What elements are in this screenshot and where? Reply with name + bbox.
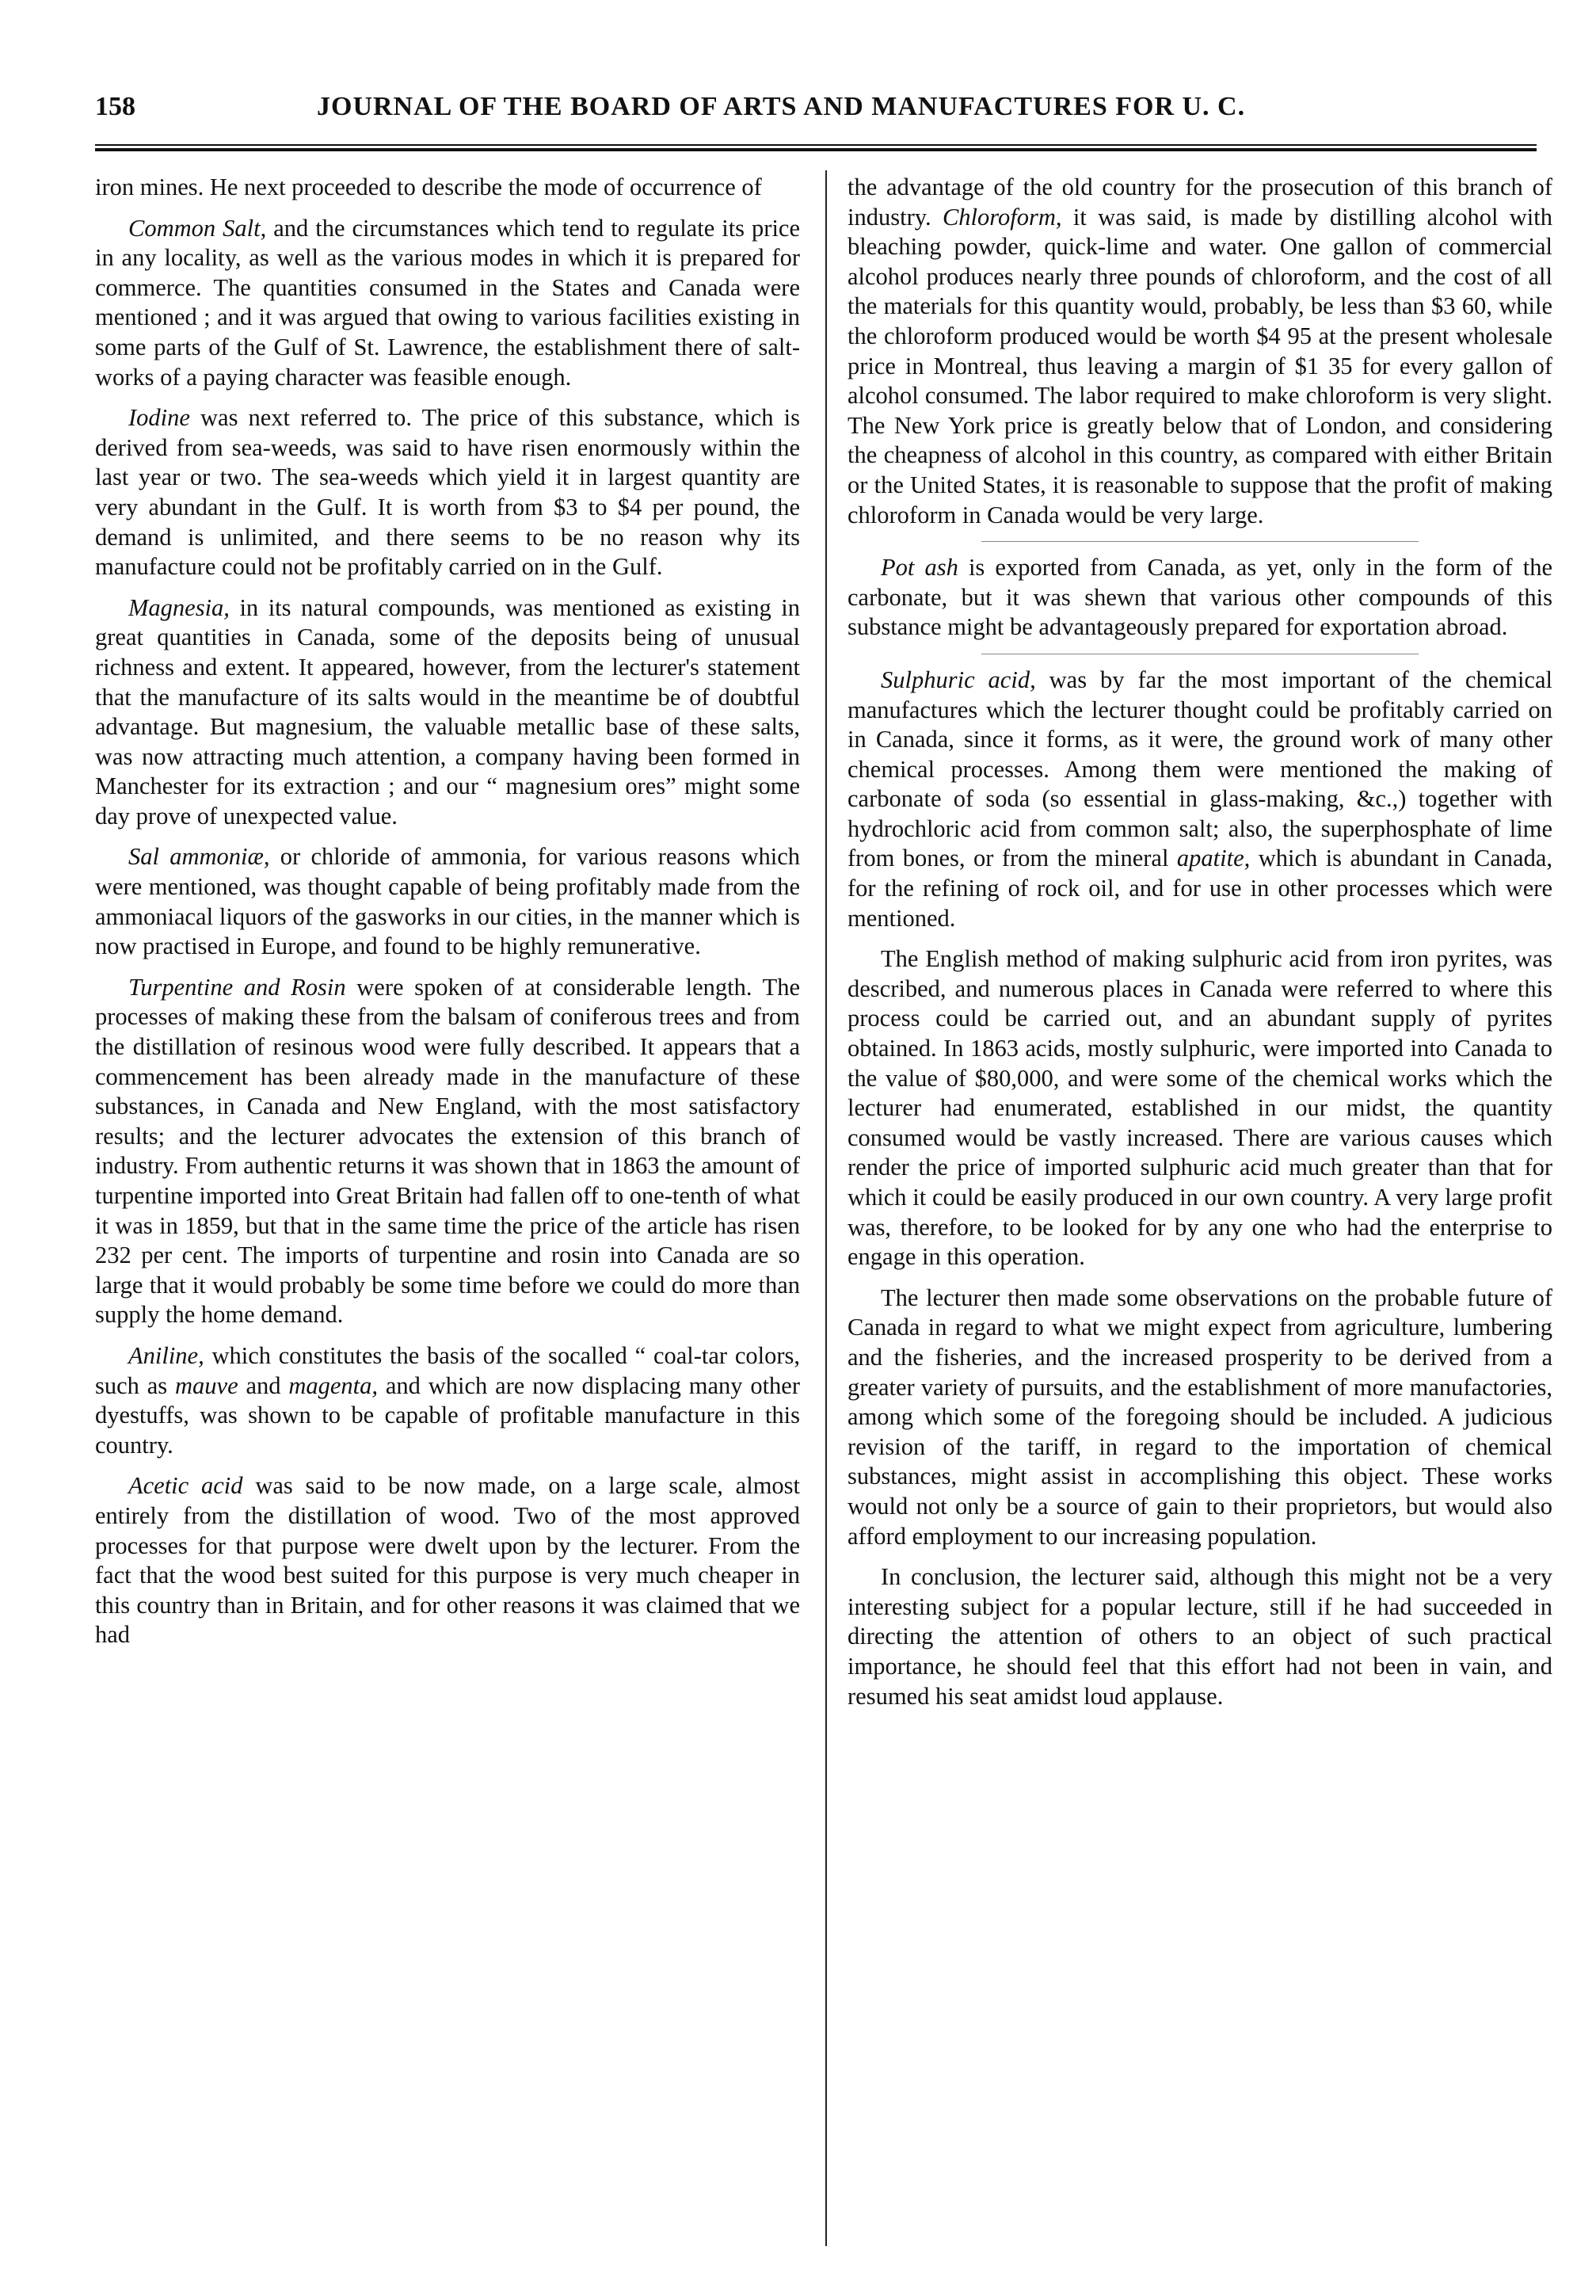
paragraph-text: which is abundant in Canada, for the refining of rock oil, and for use in other processes which were mentioned. [848,845,1552,932]
paragraph-common-salt [95,214,800,393]
term-magnesia: Magnesia, [128,593,230,621]
section-separator [981,541,1419,542]
term-common-salt: Common Salt, [128,214,267,242]
paragraph-acetic-acid [95,1471,800,1650]
paragraph-iron-mines [95,173,800,203]
right-column [848,173,1552,1722]
paragraph-text: is exported from Canada, as yet, only in the form of the carbonate, but it was shewn that various other compounds of this substance might be advantageously prepared for exportation abroad. [848,554,1553,641]
paragraph-chloroform [848,173,1552,530]
term-chloroform: Chloroform, [942,203,1062,231]
paragraph-text: The lecturer then made some observations on the probable future of Canada in regard to what we might expect from agriculture, lumbering and the fisheries, and the increased prosperity to be derived from a greater variety of pursuits, and the establishment of more manufactories, among which some of the foregoing should be included. A judicious revision of the tariff, in regard to the importation of chemical substances, might assist in accomplishing this object. These works would not only be a source of gain to their proprietors, but would also afford employment to our increasing population. [848,1283,1552,1550]
paragraph-text: was next referred to. The price of this substance, which is derived from sea-weeds, was said to have risen enormously within the last year or two. The sea-weeds which yield it in largest quantity are very abundant in the Gulf. It is worth from $3 to $4 per pound, the demand is unlimited, and there seems to be no reason why its manufacture could not be profitably carried on in the Gulf. [95,404,800,581]
paragraph-text: in its natural compounds, was mentioned as existing in great quantities in Canada, some of the deposits being of unusual richness and extent. It appeared, however, from the lecturer's statement that the manufacture of its salts would in the meantime be of doubtful advantage. But magnesium, the valuable metallic base of these salts, was now attracting much attention, a company having been formed in Manchester for its extraction ; and our “ magnesium ores” might some day prove of unexpected value. [95,593,800,830]
term-turpentine-rosin: Turpentine and Rosin [128,973,346,1001]
page-number: 158 [95,92,135,121]
paragraph-text: In conclusion, the lecturer said, although this might not be a very interesting subject for a popular lecture, still if he had succeeded in directing the attention of others to an object of such practical importance, he should feel that this effort had not been in vain, and resumed his seat amidst loud applause. [848,1563,1552,1710]
paragraph-text: The English method of making sulphuric acid from iron pyrites, was described, and numerous places in Canada were referred to where this process could be carried out, and an abundant supply of pyrites obtained. In 1863 acids, mostly sulphuric, were imported into Canada to the value of $80,000, and were some of the chemical works which the lecturer had enumerated, established in our midst, the quantity consumed would be vastly increased. There are various causes which render the price of imported sulphuric acid much greater than that for which it could be easily produced in our own country. A very large profit was, therefore, to be looked for by any one who had the enterprise to engage in this operation. [848,945,1552,1271]
paragraph-text: was said to be now made, on a large scale, almost entirely from the distillation of wood. Two of the most approved processes for that purpose were dwelt upon by the lecturer. From the fact that the wood best suited for this purpose is very much cheaper in this country than in Britain, and for other reasons it was claimed that we had [95,1472,801,1649]
paragraph-text: and the circumstances which tend to regulate its price in any locality, as well as the various modes in which it is prepared for commerce. The quantities consumed in the States and Canada were mentioned ; and it was argued that owing to various facilities existing in some parts of the Gulf of St. Lawrence, the establishment there of salt-works of a paying character was feasible enough. [95,214,800,391]
term-iodine: Iodine [128,404,190,432]
paragraph-text: and which are now displacing many other dyestuffs, was shown to be capable of profitable manufacture in this country. [95,1371,800,1459]
paragraph-aniline [95,1341,800,1460]
paragraph-text: the advantage of the old country for the prosecution of this branch of industry. [848,174,1552,231]
paragraph-future-of-canada [848,1283,1552,1551]
paragraph-text: which constitutes the basis of the socalled “ coal-tar colors, such as [95,1341,800,1399]
paragraph-iodine [95,403,800,582]
page-header [95,92,1537,139]
term-acetic-acid: Acetic acid [128,1472,243,1500]
term-aniline: Aniline, [128,1341,204,1369]
running-title: JOURNAL OF THE BOARD OF ARTS AND MANUFACTURES FOR U. C. [317,92,1246,121]
paragraph-sal-ammoniae [95,842,800,961]
paragraph-text: it was said, is made by distilling alcohol with bleaching powder, quick-lime and water. One gallon of commercial alcohol produces nearly three pounds of chloroform, and the cost of all the materials for this quantity would, probably, be less than $3 60, while the chloroform produced would be worth $4 95 at the present wholesale price in Montreal, thus leaving a margin of $1 35 for every gallon of alcohol consumed. The labor required to make chloroform is very slight. The New York price is greatly below that of London, and considering the cheapness of alcohol in this country, as compared with either Britain or the United States, it is reasonable to suppose that the profit of making chloroform in Canada would be very large. [848,203,1552,528]
paragraph-conclusion [848,1562,1552,1711]
left-column [95,173,800,1661]
term-pot-ash: Pot ash [881,554,958,582]
term-magenta: magenta, [288,1371,378,1399]
paragraph-magnesia [95,593,800,832]
paragraph-pot-ash [848,553,1552,643]
paragraph-text: were spoken of at considerable length. The processes of making these from the balsam of coniferous trees and from the distillation of resinous wood were fully described. It appears that a commencement has been already made in the manufacture of these substances, in Canada and New England, with the most satisfactory results; and the lecturer advocates the extension of this branch of industry. From authentic returns it was shown that in 1863 the amount of turpentine imported into Great Britain had fallen off to one-tenth of what it was in 1859, but that in the same time the price of the article has risen 232 per cent. The imports of turpentine and rosin into Canada are so large that it would probably be some time before we could do more than supply the home demand. [95,973,800,1329]
term-mauve: mauve [175,1371,238,1399]
paragraph-english-method [848,944,1552,1272]
column-divider [825,170,827,2246]
term-sal-ammoniae: Sal ammoniæ, [128,843,270,871]
paragraph-text: or chloride of ammonia, for various reasons which were mentioned, was thought capable of being profitably made from the ammoniacal liquors of the gasworks in our cities, in the manner which is now practised in Europe, and found to be highly remunerative. [95,843,801,960]
paragraph-sulphuric-acid [848,666,1552,933]
paragraph-text: was by far the most important of the chemical manufactures which the lecturer thought could be profitably carried on in Canada, since it forms, as it were, the ground work of many other chemical processes. Among them were mentioned the making of carbonate of soda (so essential in glass-making, &c.,) together with hydrochloric acid from common salt; also, the superphosphate of lime from bones, or from the mineral [848,666,1552,872]
term-apatite: apatite, [1176,845,1251,872]
paragraph-text: and [238,1371,289,1399]
term-sulphuric-acid: Sulphuric acid, [881,666,1036,693]
paragraph-turpentine [95,973,800,1330]
paragraph-text: iron mines. He next proceeded to describe the mode of occurrence of [95,174,762,200]
header-rule [95,144,1537,151]
